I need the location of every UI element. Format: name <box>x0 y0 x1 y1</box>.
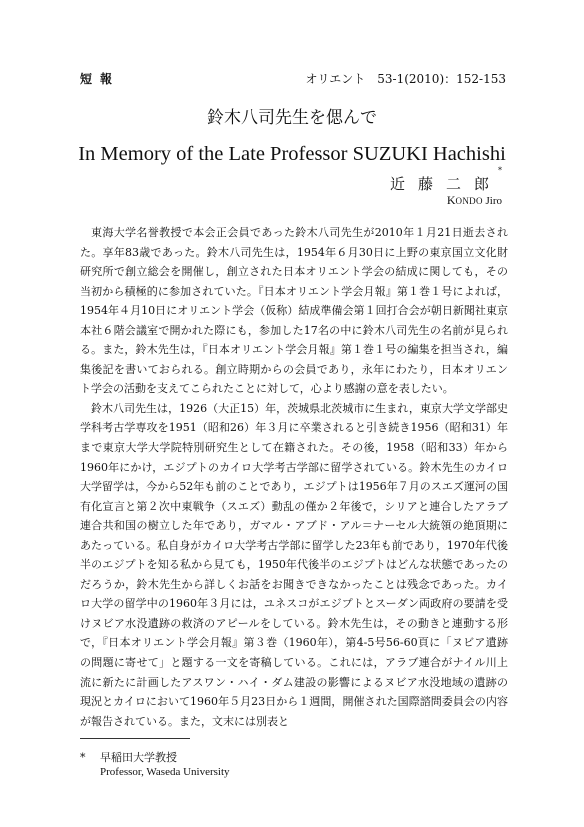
footnote-divider <box>80 738 190 739</box>
footnote-affiliation-english: Professor, Waseda University <box>100 766 230 778</box>
author-footnote-mark: * <box>498 166 502 175</box>
paragraph-1: 東海大学名誉教授で本会正会員であった鈴木八司先生が2010年１月21日逝去された。享年83歳であった。鈴木八司先生は，1954年６月30日に上野の東京国立文化財研究所で創立総会を開催し，創立された日本オリエント学会の結成に関しても，その当初から積極的に参加されていた。『日本オリエント学会月報』第１巻１号によれば，1954年４月10日にオリエント学会（仮称）結成準備会第１回打合会が朝日新聞社東京本社６階会議室で開かれた際にも，参加した17名の中に鈴木八司先生の名前が見られる。また，鈴木先生は，『日本オリエント学会月報』第１巻１号の編集を担当され，編集後記を書いておられる。創立時期からの会員であり，永年にわたり，日本オリエント学会の活動を支えてこられたことに対して，心より感謝の意を表したい。 <box>80 226 508 396</box>
article-body <box>80 223 508 731</box>
footnote-affiliation-japanese: 早稲田大学教授 <box>100 751 177 764</box>
footnote-mark: * <box>80 751 86 764</box>
section-label: 短報 <box>80 72 121 86</box>
journal-citation: オリエント 53-1(2010)：152-153 <box>305 72 506 86</box>
footnote <box>80 750 230 780</box>
title-japanese: 鈴木八司先生を偲んで <box>207 108 377 128</box>
title-english: In Memory of the Late Professor SUZUKI Hachishi <box>78 143 506 165</box>
author-name-english: KONDO Jiro <box>446 193 502 207</box>
paragraph-2: 鈴木八司先生は，1926（大正15）年，茨城県北茨城市に生まれ，東京大学文学部史学科考古学専攻を1951（昭和26）年３月に卒業されると引き続き1956（昭和31）年まで東京大学大学院特別研究生として在籍された。その後，1958（昭和33）年から1960年にかけ，エジプトのカイロ大学考古学部に留学されている。鈴木先生のカイロ大学留学は，今から52年も前のことであり，エジプトは1956年７月のスエズ運河の国有化宣言と第２次中東戦争（スエズ）動乱の僅か２年後で，シリアと連合したアラブ連合共和国の樹立した年であり，ガマル・アブド・アル＝ナーセル大統領の絶頂期にあたっている。私自身がカイロ大学考古学部に留学した23年も前であり，1970年代後半のエジプトを知る私から見ても，1950年代後半のエジプトはどんな状態であったのだろうか，鈴木先生から詳しくお話をお聞きできなかったことは残念であった。カイロ大学の留学中の1960年３月には，ユネスコがエジプトとスーダン両政府の要請を受けヌビア水没遺跡の救済のアピールをしている。鈴木先生は，その動きと連動する形で，『日本オリエント学会月報』第３巻（1960年），第4-5号56-60頁に「ヌビア遺跡の問題に寄せて」と題する一文を寄稿している。これには，アラブ連合がナイル川上流に新たに計画したアスワン・ハイ・ダム建設の影響によるヌビア水没地域の遺跡の現況とカイロにおいて1960年５月23日から１週間，開催された国際諮問委員会の内容が報告されている。また，文末には別表と <box>80 401 508 728</box>
author-name-japanese: 近藤二郎 <box>389 175 502 193</box>
